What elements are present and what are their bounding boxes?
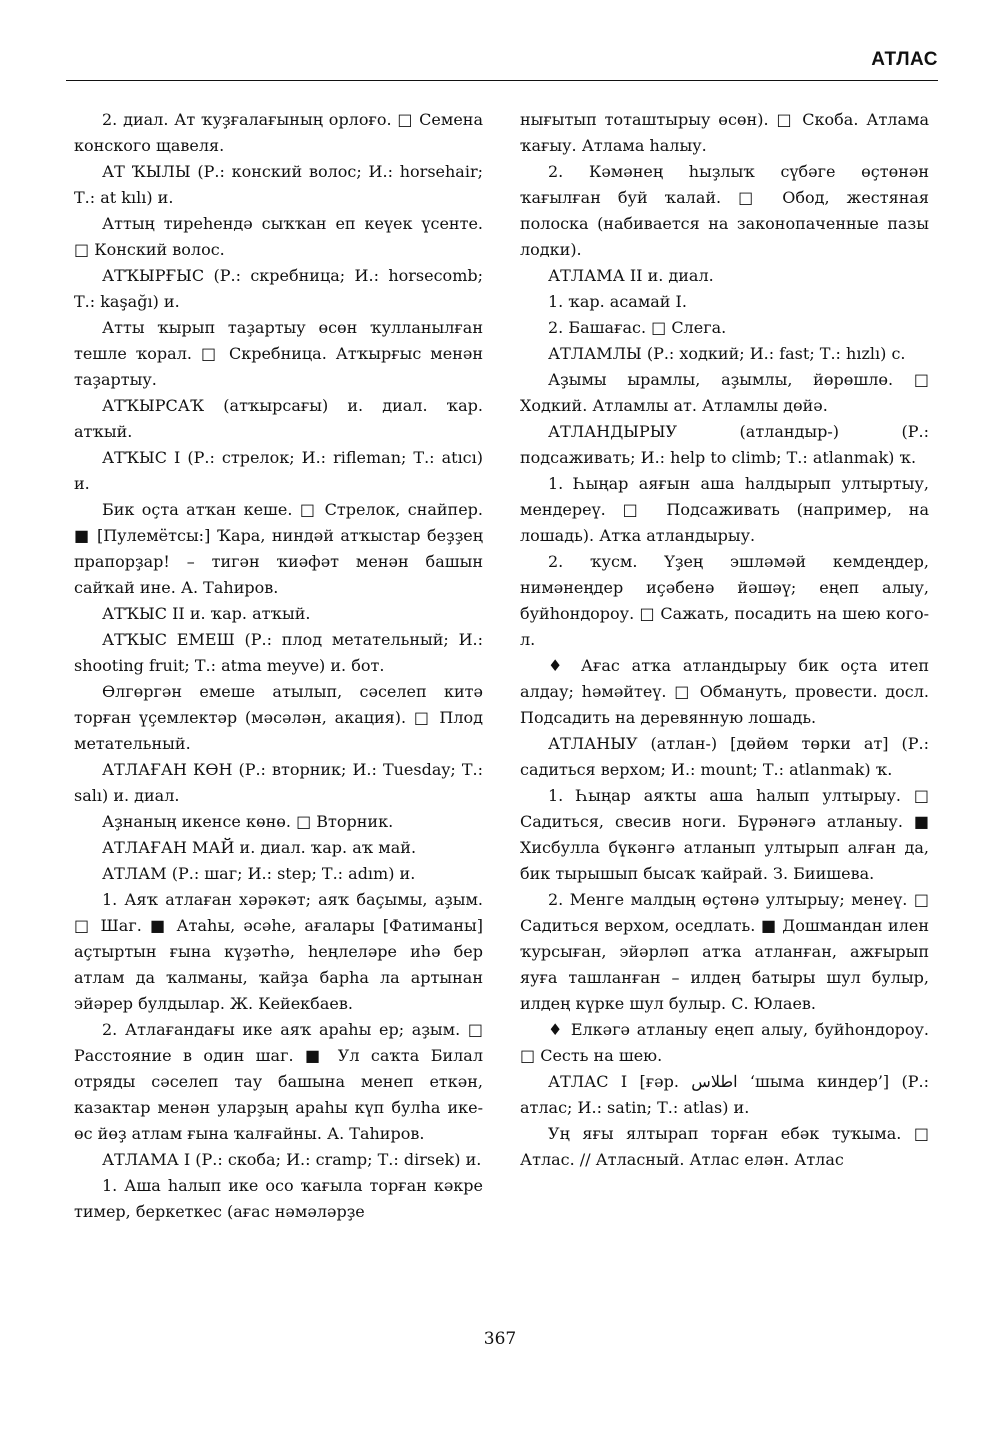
entry-paragraph: Аҙымы ырамлы, аҙымлы, йөрөшлө. □ Ходкий. Атламлы ат. Атламлы дөйә. (520, 370, 929, 415)
entry-paragraph: АТЛАМА II и. диал. (548, 266, 714, 285)
entry-paragraph: 2. Башағас. □ Слега. (548, 318, 727, 337)
entry-paragraph: 2. диал. Ат ҡуҙғалағының орлоғо. □ Семена конского щавеля. (74, 110, 483, 155)
entry-paragraph: АТҠЫС II и. ҡар. атҡый. (102, 604, 311, 623)
right-column (520, 107, 929, 1173)
entry-paragraph: 1. Аша һалып ике осо ҡағыла торған кәкре тимер, беркеткес (ағас нәмәләрҙе (74, 1176, 483, 1221)
page-number: 367 (483, 1329, 517, 1349)
entry-paragraph: АТҠЫС I (Р.: стрелок; И.: rifleman; Т.: atıcı) и. (74, 448, 483, 493)
entry-paragraph: ♦ Ағас атҡа атландырыу бик оҫта итеп алдау; һәмәйтеү. □ Обмануть, провести. досл. Подсадить на деревянную лошадь. (520, 656, 929, 727)
entry-paragraph: 2. ҡусм. Үҙең эшләмәй кемдеңдер, нимәнеңдер иҫәбенә йәшәү; еңеп алыу, буйһондороу. □ Сажать, посадить на шею кого-л. (520, 552, 929, 649)
entry-paragraph: 2. Менге малдың өҫтөнә ултырыу; менеү. □ Садиться верхом, оседлать. ■ Дошмандан илен ҡурсыған, эйәрләп атҡа атланған, ажғырып яуға ташланған – илдең батыры шул булыр, илдең күрке шул булыр. С. Юлаев. (520, 890, 929, 1013)
entry-paragraph: ♦ Елкәгә атланыу еңеп алыу, буйһондороу. □ Сесть на шею. (520, 1020, 929, 1065)
entry-paragraph: Уң яғы ялтырап торған ебәк туҡыма. □ Атлас. // Атласный. Атлас елән. Атлас (520, 1124, 929, 1169)
entry-paragraph: АТ ҠЫЛЫ (Р.: конский волос; И.: horsehair; Т.: at kılı) и. (74, 162, 483, 207)
entry-paragraph: 1. Һыңар аяҡты аша һалып ултырыу. □ Садиться, свесив ноги. Бүрәнәгә атланыу. ■ Хисбулла бүкәнгә атланып ултырып алған да, бик тырышып бысаҡ ҡайрай. З. Биишева. (520, 786, 929, 883)
entry-paragraph: АТЛАҒАН МАЙ и. диал. ҡар. аҡ май. (102, 838, 417, 857)
entry-paragraph: 1. ҡар. асамай I. (548, 292, 687, 311)
entry-paragraph: АТЛАМА I (Р.: скоба; И.: cramp; Т.: dirsek) и. (102, 1150, 482, 1169)
entry-paragraph: Аттың тиреһендә сыҡҡан еп кеүек үсенте. □ Конский волос. (74, 214, 483, 259)
entry-paragraph: 2. Атлағандағы ике аяҡ араһы ер; аҙым. □ Расстояние в один шаг. ■ Ул саҡта Билал отряды сәселеп тау башына менеп еткән, казактар менән уларҙың араһы күп булһа ике-өс йөҙ атлам ғына ҡалғайны. А. Таһиров. (74, 1020, 483, 1143)
entry-paragraph: АТЛАНЫУ (атлан-) [дөйөм төрки ат] (Р.: садиться верхом; И.: mount; Т.: atlanmak) ҡ. (520, 734, 929, 779)
entry-paragraph: 1. Һыңар аяғын аша һалдырып ултыртыу, мендереү. □ Подсаживать (например, на лошадь). Атҡа атландырыу. (520, 474, 929, 545)
entry-paragraph: Атты ҡырып таҙартыу өсөн ҡулланылған тешле ҡорал. □ Скребница. Атҡырғыс менән таҙартыу. (74, 318, 483, 389)
entry-paragraph: АТҠЫРСАҠ (атҡырсағы) и. диал. ҡар. атҡый. (74, 396, 483, 441)
entry-paragraph: АТЛАМЛЫ (Р.: ходкий; И.: fast; Т.: hızlı) с. (548, 344, 906, 363)
entry-paragraph: Бик оҫта атҡан кеше. □ Стрелок, снайпер. ■ [Пулемётсы:] Ҡара, ниндәй атҡыстар беҙҙең прапорҙар! – тигән ҡиәфәт менән башын сайҡай ине. А. Таһиров. (74, 500, 483, 597)
entry-paragraph: АТЛАНДЫРЫУ (атландыр-) (Р.: подсаживать; И.: help to climb; Т.: atlanmak) ҡ. (520, 422, 929, 467)
running-head: АТЛАС (871, 49, 938, 70)
entry-paragraph: АТЛАҒАН КӨН (Р.: вторник; И.: Tuesday; Т.: salı) и. диал. (74, 760, 483, 805)
left-column (74, 107, 483, 1225)
entry-paragraph: АТҠЫС ЕМЕШ (Р.: плод метательный; И.: shooting fruit; Т.: atma meyve) и. бот. (74, 630, 483, 675)
entry-paragraph: Өлгөргән емеше атылып, сәселеп китә торған үҫемлектәр (мәсәлән, акация). □ Плод метательный. (74, 682, 483, 753)
entry-paragraph: АТЛАМ (Р.: шаг; И.: step; Т.: adım) и. (102, 864, 416, 883)
entry-paragraph: 1. Аяҡ атлаған хәрәкәт; аяҡ баҫымы, аҙым. □ Шаг. ■ Атаһы, әсәһе, ағалары [Фатиманы] аҫтыртын ғына күҙәтһә, һеңлеләре иһә бер атлам да ҡалманы, ҡайҙа барһа ла артынан эйәрер булдылар. Ж. Кейекбаев. (74, 890, 483, 1013)
entry-paragraph: АТҠЫРҒЫС (Р.: скребница; И.: horsecomb; Т.: kaşağı) и. (74, 266, 483, 311)
entry-paragraph: Аҙнаның икенсе көнө. □ Вторник. (102, 812, 394, 831)
entry-paragraph: 2. Кәмәнең һыҙлыҡ сүбәге өҫтөнән ҡағылған буй ҡалай. □ Обод, жестяная полоска (набивается на законопаченные пазы лодки). (520, 162, 929, 259)
entry-paragraph: нығытып тоташтырыу өсөн). □ Скоба. Атлама ҡағыу. Атлама һалыу. (520, 110, 929, 155)
header-rule (66, 80, 938, 81)
entry-paragraph: АТЛАС I [ғәр. اطلاس ‘шыма киндер’] (Р.: атлас; И.: satin; Т.: atlas) и. (520, 1072, 929, 1117)
